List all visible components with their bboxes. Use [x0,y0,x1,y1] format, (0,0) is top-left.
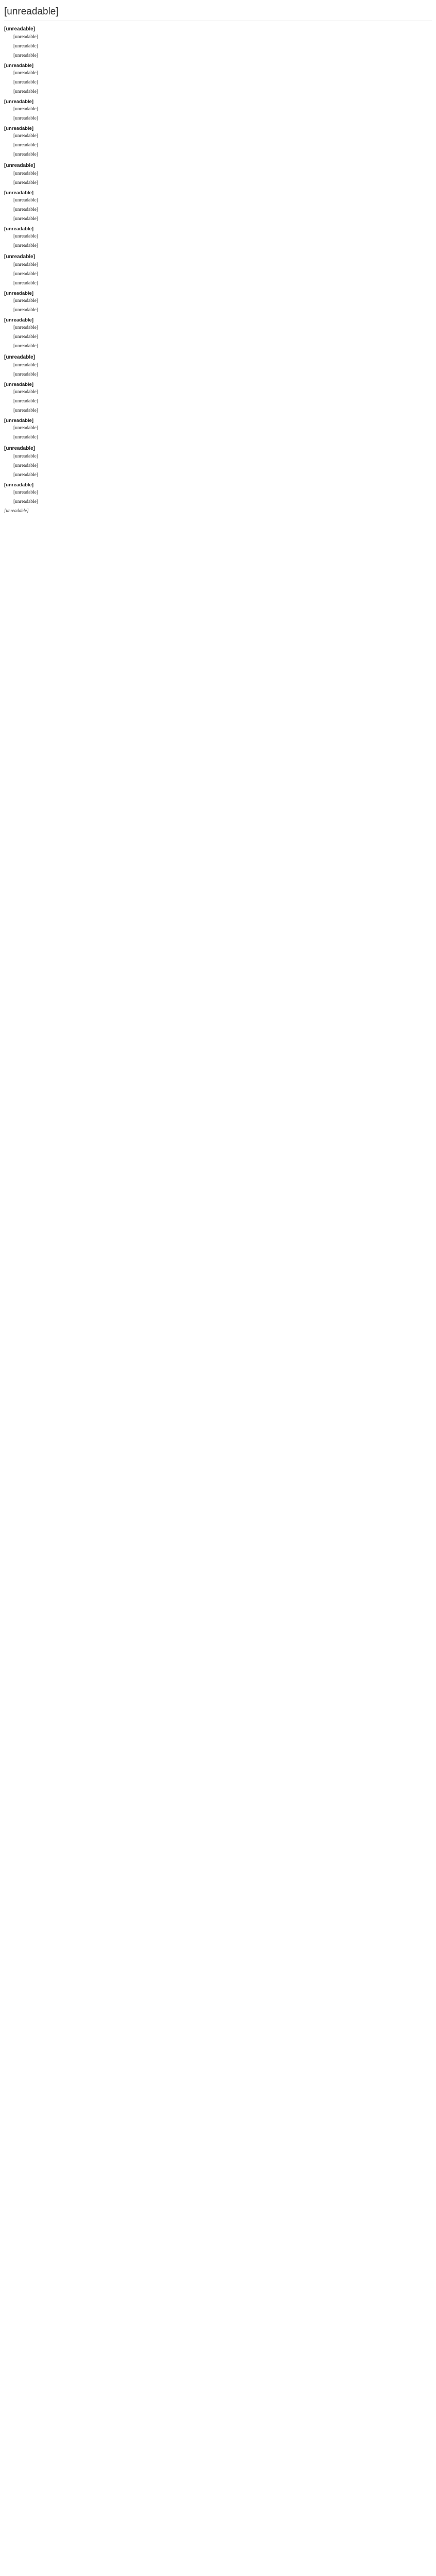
section-subheading: [unreadable] [4,382,34,387]
paragraph: [unreadable] [13,272,38,277]
section-subheading: [unreadable] [4,418,34,423]
document [0,0,436,538]
paragraph: [unreadable] [13,207,38,212]
paragraph: [unreadable] [13,116,38,121]
document-body [4,26,432,513]
section-subheading: [unreadable] [4,190,34,196]
paragraph: [unreadable] [13,454,38,459]
section-heading: [unreadable] [4,26,36,32]
paragraph: [unreadable] [13,44,38,49]
paragraph: [unreadable] [13,152,38,157]
paragraph: [unreadable] [13,399,38,404]
paragraph: [unreadable] [13,80,38,85]
paragraph: [unreadable] [13,363,38,368]
paragraph: [unreadable] [13,372,38,377]
note-text: [unreadable] [4,508,29,513]
section-subheading: [unreadable] [4,226,34,232]
paragraph: [unreadable] [13,234,38,239]
paragraph: [unreadable] [13,490,38,495]
paragraph: [unreadable] [13,107,38,112]
section-heading: [unreadable] [4,254,36,260]
paragraph: [unreadable] [13,281,38,286]
paragraph: [unreadable] [13,53,38,58]
section-subheading: [unreadable] [4,482,34,488]
paragraph: [unreadable] [13,180,38,185]
page-title: [unreadable] [4,6,432,21]
paragraph: [unreadable] [13,334,38,340]
paragraph: [unreadable] [13,499,38,504]
section-subheading: [unreadable] [4,99,34,105]
paragraph: [unreadable] [13,325,38,330]
section-subheading: [unreadable] [4,126,34,131]
paragraph: [unreadable] [13,71,38,76]
paragraph: [unreadable] [13,472,38,478]
paragraph: [unreadable] [13,143,38,148]
section-subheading: [unreadable] [4,291,34,296]
paragraph: [unreadable] [13,171,38,176]
paragraph: [unreadable] [13,344,38,349]
paragraph: [unreadable] [13,389,38,395]
paragraph: [unreadable] [13,243,38,248]
paragraph: [unreadable] [13,216,38,222]
section-subheading: [unreadable] [4,63,34,69]
section-heading: [unreadable] [4,163,36,168]
section-heading: [unreadable] [4,446,36,451]
paragraph: [unreadable] [13,298,38,303]
paragraph: [unreadable] [13,89,38,94]
paragraph: [unreadable] [13,463,38,468]
section-subheading: [unreadable] [4,317,34,323]
paragraph: [unreadable] [13,262,38,267]
paragraph: [unreadable] [13,426,38,431]
paragraph: [unreadable] [13,435,38,440]
paragraph: [unreadable] [13,35,38,40]
section-heading: [unreadable] [4,354,36,360]
paragraph: [unreadable] [13,308,38,313]
paragraph: [unreadable] [13,133,38,139]
paragraph: [unreadable] [13,408,38,413]
paragraph: [unreadable] [13,198,38,203]
